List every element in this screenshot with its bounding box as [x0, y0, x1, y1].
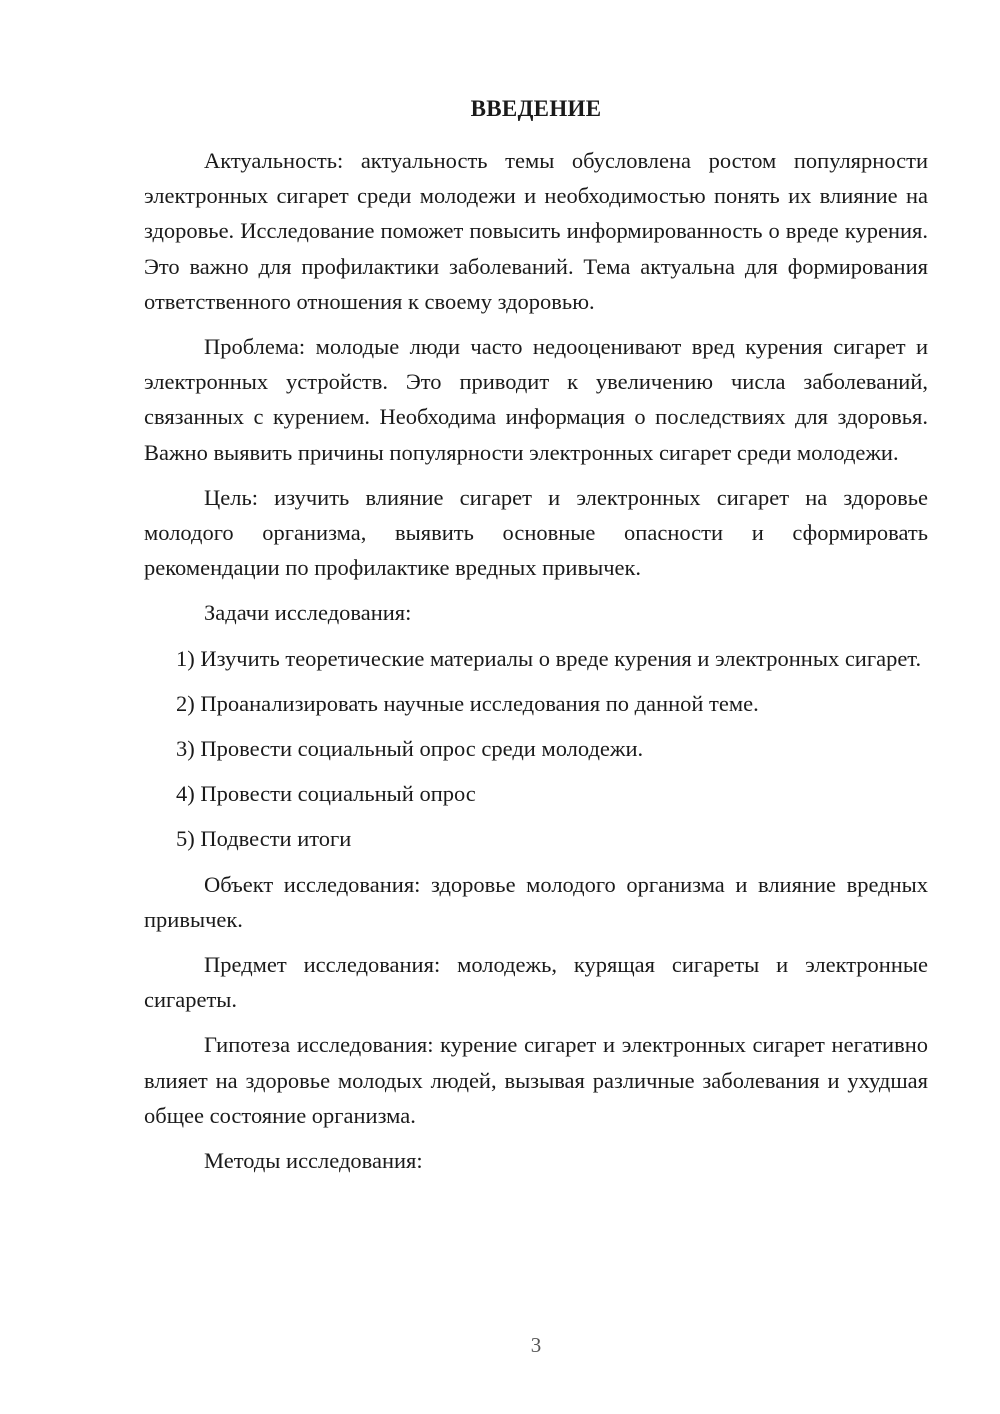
- list-item: 5) Подвести итоги: [176, 826, 352, 852]
- paragraph-subject: Предмет исследования: молодежь, курящая сигареты и электронные сигареты.: [144, 952, 928, 1013]
- paragraph-problem: Проблема: молодые люди часто недооценивают вред курения сигарет и электронных устройств. Это приводит к увеличению числа заболеваний, связанных с курением. Необходима информация о последствиях для здоровья. Важно выявить причины популярности электронных сигарет среди молодежи.: [144, 334, 928, 465]
- document-body: [144, 143, 928, 1178]
- paragraph-hypothesis: Гипотеза исследования: курение сигарет и электронных сигарет негативно влияет на здоровье молодых людей, вызывая различные заболевания и ухудшая общее состояние организма.: [144, 1032, 928, 1128]
- list-item: 4) Провести социальный опрос: [176, 781, 476, 807]
- paragraph-goal: Цель: изучить влияние сигарет и электронных сигарет на здоровье молодого организма, выявить основные опасности и сформировать рекомендации по профилактике вредных привычек.: [144, 484, 928, 581]
- paragraph-relevance: Актуальность: актуальность темы обусловлена ростом популярности электронных сигарет среди молодежи и необходимостью понять их влияние на здоровье. Исследование поможет повысить информированность о вреде курения. Это важно для профилактики заболеваний. Тема актуальна для формирования ответственного отношения к своему здоровью.: [144, 148, 928, 314]
- paragraph-object: Объект исследования: здоровье молодого организма и влияние вредных привычек.: [144, 871, 928, 932]
- page-number: 3: [530, 1333, 542, 1357]
- paragraph-methods: Методы исследования:: [204, 1148, 423, 1174]
- page-title: ВВЕДЕНИЕ: [470, 96, 602, 121]
- list-item: 1) Изучить теоретические материалы о вреде курения и электронных сигарет.: [176, 645, 922, 671]
- paragraph-tasks-heading: Задачи исследования:: [204, 600, 412, 626]
- list-item: 2) Проанализировать научные исследования по данной теме.: [176, 690, 759, 716]
- list-item: 3) Провести социальный опрос среди молодежи.: [176, 736, 644, 762]
